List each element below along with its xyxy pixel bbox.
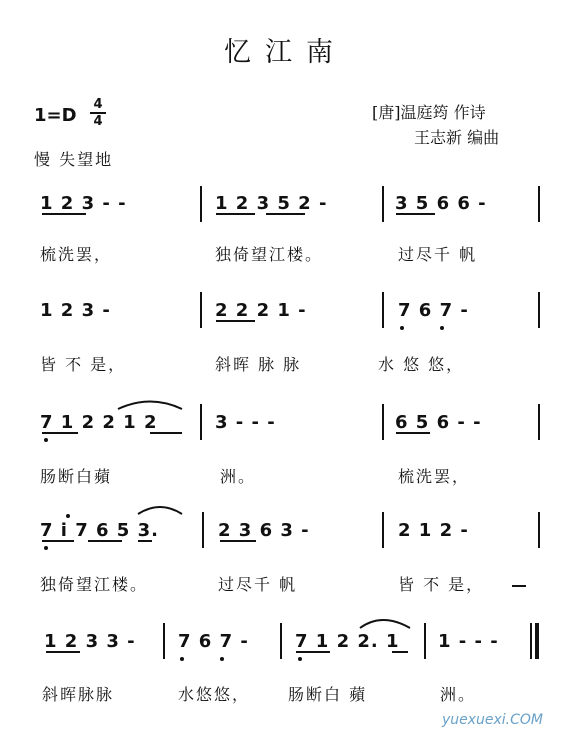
measure-notes: 6 5 6 - - bbox=[395, 412, 482, 433]
low-octave-dot bbox=[400, 326, 404, 330]
time-signature-top: 4 bbox=[93, 97, 103, 112]
slur bbox=[118, 402, 182, 410]
lyric-text: 过尽千 帆 bbox=[398, 245, 478, 264]
lyric-text: 洲。 bbox=[440, 685, 477, 704]
measure-notes: 1 - - - bbox=[438, 631, 499, 652]
measure-notes: 7 i 7 6 5 3. bbox=[40, 520, 159, 541]
measure-notes: 2 2 2 1 - bbox=[215, 300, 307, 321]
lyric-text: 梳洗罢， bbox=[398, 467, 471, 486]
lyric-text: 过尽千 帆 bbox=[218, 575, 298, 594]
measure-notes: 7 1 2 2. 1 bbox=[295, 631, 400, 652]
time-signature-bottom: 4 bbox=[93, 114, 103, 129]
lyric-text: 独倚望江楼。 bbox=[40, 575, 149, 594]
lyric-text: 皆 不 是， bbox=[398, 575, 485, 594]
low-octave-dot bbox=[220, 657, 224, 661]
measure-notes: 7 1 2 2 1 2 bbox=[40, 412, 158, 433]
lyric-text: 斜晖 脉 脉 bbox=[215, 355, 302, 374]
measure-notes: 7 6 7 - bbox=[178, 631, 249, 652]
measure-notes: 3 - - - bbox=[215, 412, 276, 433]
lyric-text: 水 悠 悠， bbox=[378, 355, 465, 374]
measure-notes: 1 2 3 3 - bbox=[44, 631, 136, 652]
lyric-text: 肠断白 蘋 bbox=[288, 685, 368, 704]
measure-notes: 3 5 6 6 - bbox=[395, 193, 487, 214]
low-octave-dot bbox=[180, 657, 184, 661]
measure-notes: 7 6 7 - bbox=[398, 300, 469, 321]
slur bbox=[138, 507, 182, 514]
page-title: 忆江南 bbox=[224, 37, 347, 68]
lyric-text: 水悠悠， bbox=[178, 685, 251, 704]
lyric-text: 独倚望江楼。 bbox=[215, 245, 324, 264]
lyric-text: 斜晖脉脉 bbox=[42, 685, 115, 704]
low-octave-dot bbox=[440, 326, 444, 330]
tempo-marking: 慢 失望地 bbox=[34, 150, 114, 169]
composer-credit: 王志新 编曲 bbox=[414, 128, 500, 147]
high-octave-dot bbox=[66, 514, 70, 518]
lyric-text: 梳洗罢， bbox=[40, 245, 113, 264]
measure-notes: 1 2 3 5 2 - bbox=[215, 193, 328, 214]
low-octave-dot bbox=[44, 438, 48, 442]
lyricist-credit: [唐]温庭筠 作诗 bbox=[372, 103, 486, 122]
lyric-text: 肠断白蘋 bbox=[40, 467, 113, 486]
low-octave-dot bbox=[298, 657, 302, 661]
measure-notes: 1 2 3 - bbox=[40, 300, 111, 321]
key-signature: 1=D bbox=[34, 105, 77, 126]
low-octave-dot bbox=[44, 546, 48, 550]
lyric-text: 洲。 bbox=[220, 467, 257, 486]
measure-notes: 1 2 3 - - bbox=[40, 193, 127, 214]
measure-notes: 2 3 6 3 - bbox=[218, 520, 310, 541]
measure-notes: 2 1 2 - bbox=[398, 520, 469, 541]
watermark: yuexuexi.COM bbox=[441, 712, 543, 728]
slur bbox=[360, 620, 410, 628]
lyric-text: 皆 不 是， bbox=[40, 355, 127, 374]
